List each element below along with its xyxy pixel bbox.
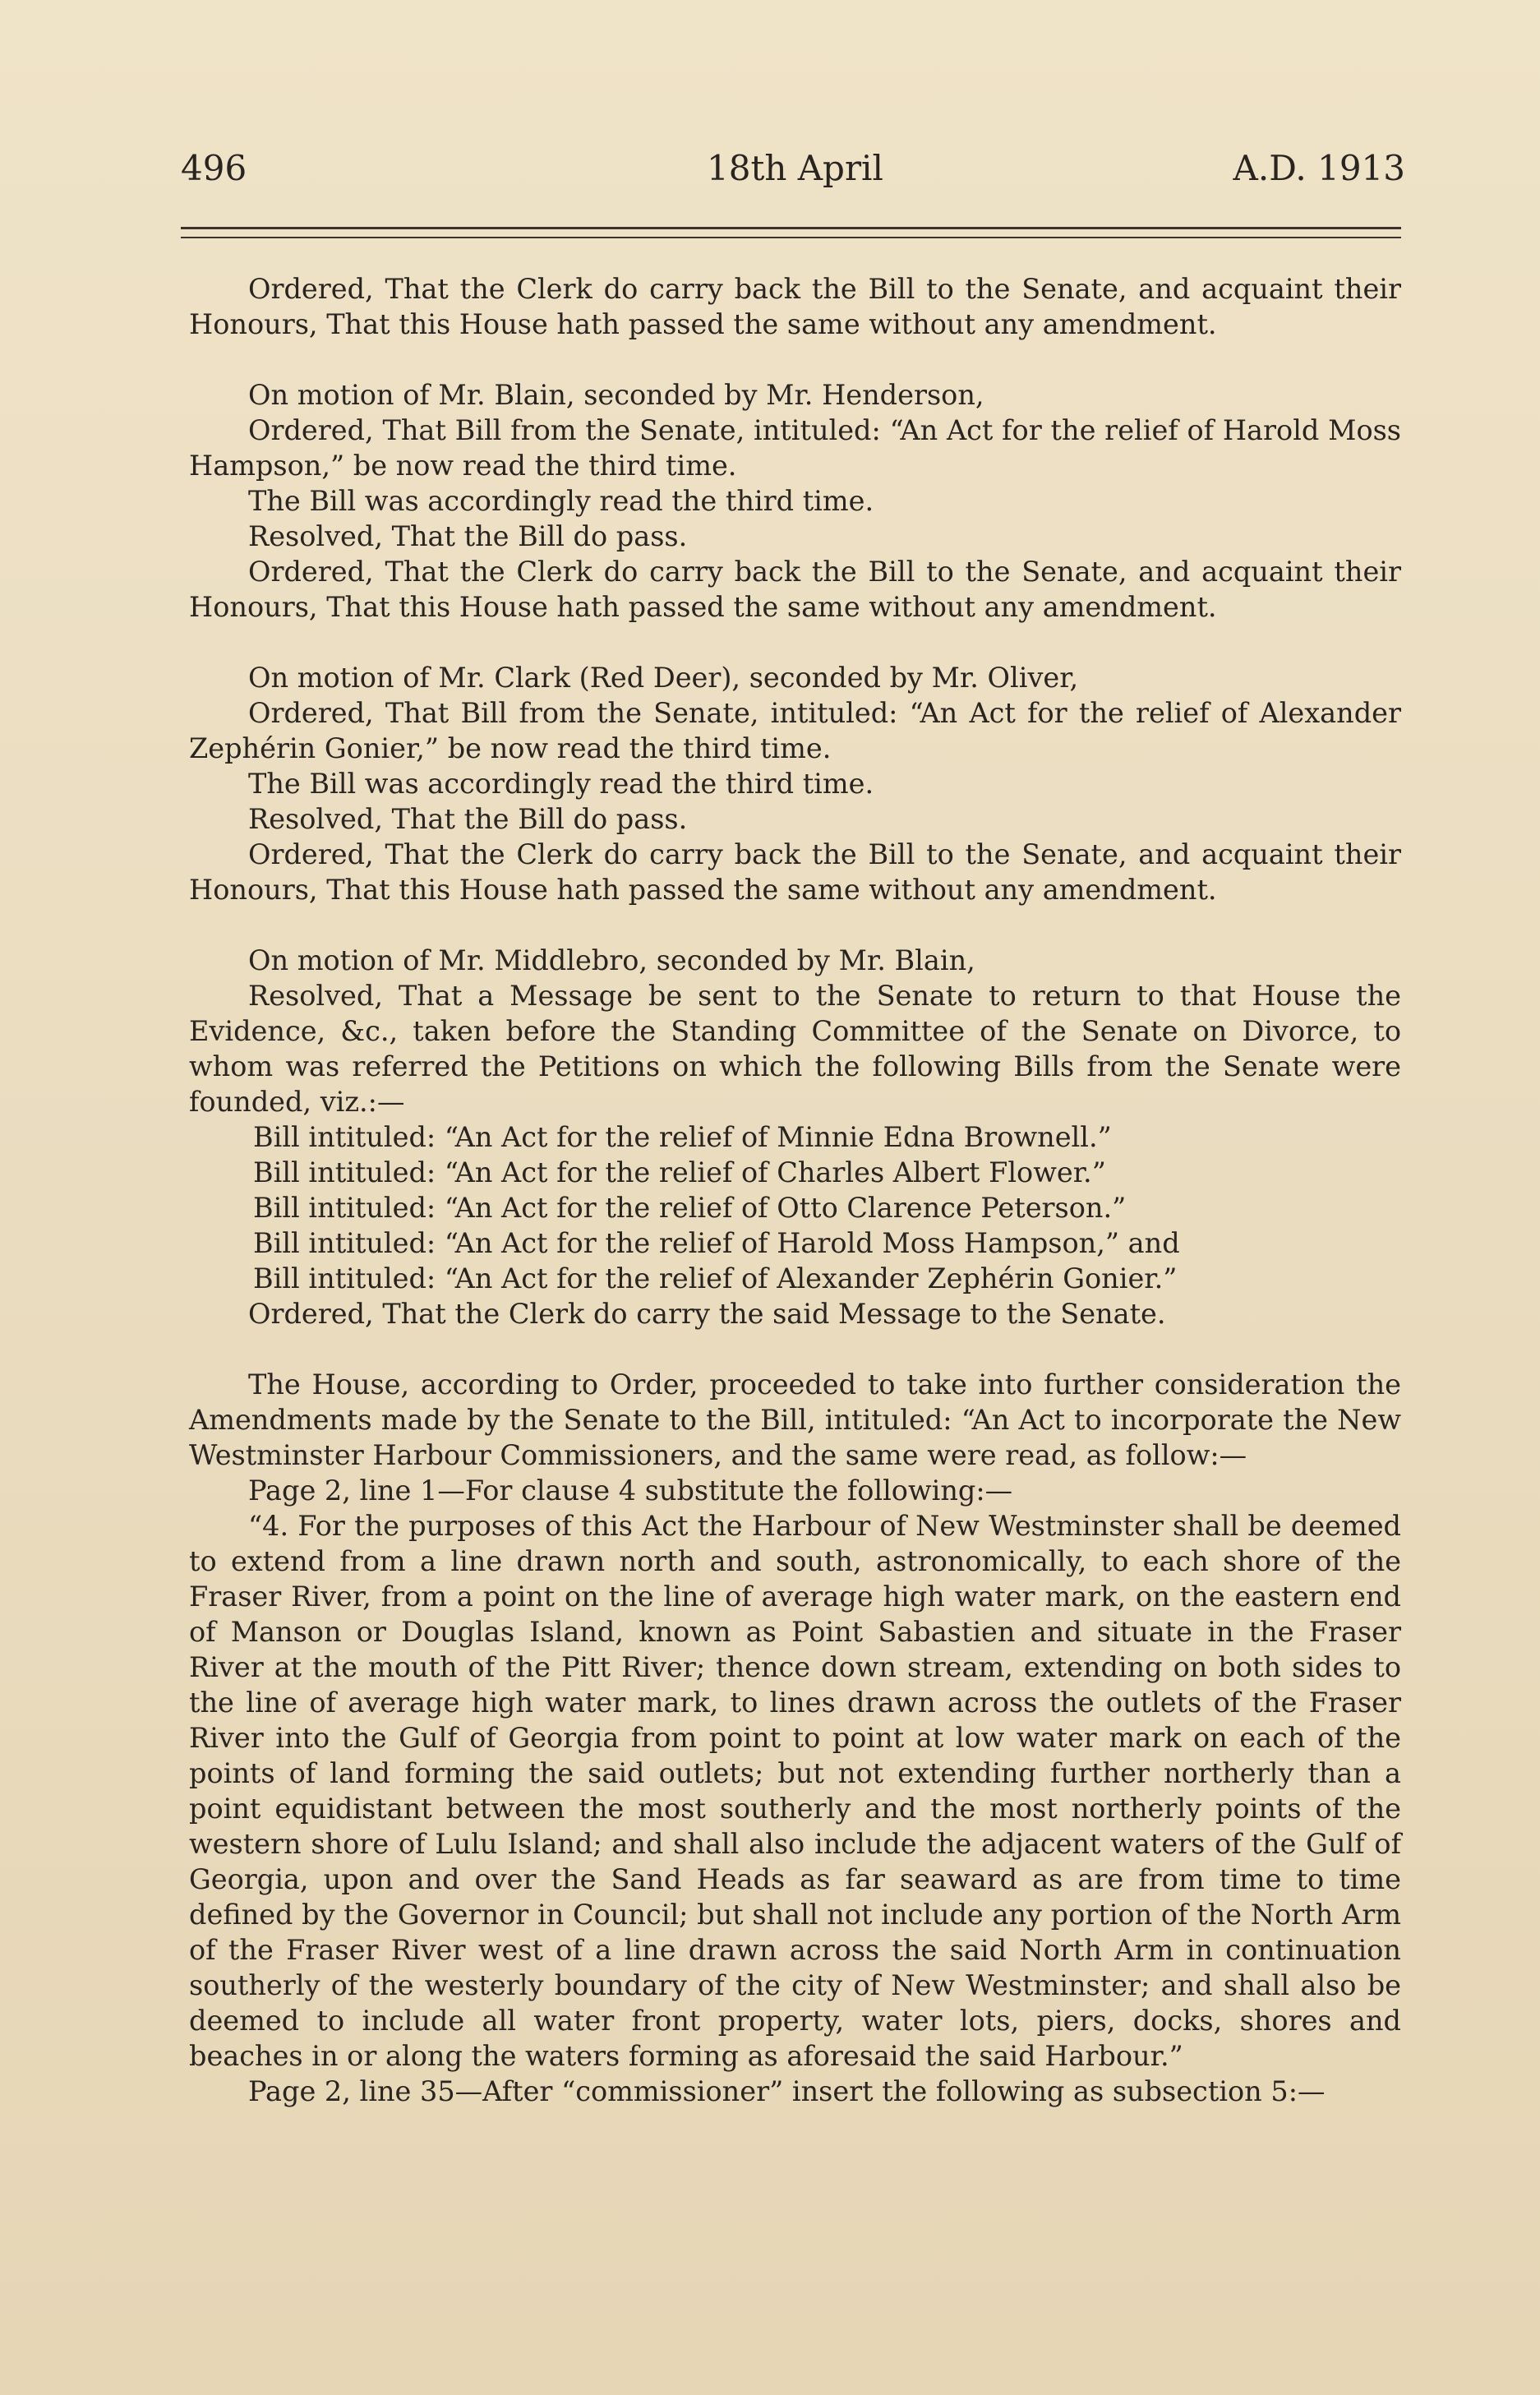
body-paragraph: Page 2, line 35—After “commissioner” insert the following as subsection 5:— <box>248 2075 1326 2107</box>
body-paragraph: On motion of Mr. Blain, seconded by Mr. Henderson, <box>248 379 984 411</box>
bill-list-item: Bill intituled: “An Act for the relief of Otto Clarence Peterson.” <box>253 1192 1127 1224</box>
body-paragraph: On motion of Mr. Middlebro, seconded by Mr. Blain, <box>248 944 975 976</box>
body-paragraph: Ordered, That the Clerk do carry the said Message to the Senate. <box>248 1298 1166 1330</box>
bill-list-item: Bill intituled: “An Act for the relief of Minnie Edna Brownell.” <box>253 1121 1112 1153</box>
body-paragraph: Resolved, That a Message be sent to the Senate to return to that House the Evidence, &c., taken before the Standing Committee of the Senate on Divorce, to whom was referred the Petitions on which the following Bills from the Senate were founded, viz.:— <box>189 980 1401 1118</box>
body-paragraph: Ordered, That Bill from the Senate, intituled: “An Act for the relief of Harold Moss Hampson,” be now read the third time. <box>189 414 1401 482</box>
body-paragraph: The Bill was accordingly read the third time. <box>248 768 874 800</box>
body-paragraph: “4. For the purposes of this Act the Harbour of New Westminster shall be deemed to extend from a line drawn north and south, astronomically, to each shore of the Fraser River, from a point on the line of average high water mark, on the eastern end of Manson or Douglas Island, known as Point Sabastien and situate in the Fraser River at the mouth of the Pitt River; thence down stream, extending on both sides to the line of average high water mark, to lines drawn across the outlets of the Fraser River into the Gulf of Georgia from point to point at low water mark on each of the points of land forming the said outlets; but not extending further northerly than a point equidistant between the most southerly and the most northerly points of the western shore of Lulu Island; and shall also include the adjacent waters of the Gulf of Georgia, upon and over the Sand Heads as far seaward as are from time to time defined by the Governor in Council; but shall not include any portion of the North Arm of the Fraser River west of a line drawn across the said North Arm in continuation southerly of the westerly boundary of the city of New Westminster; and shall also be deemed to include all water front property, water lots, piers, docks, shores and beaches in or along the waters forming as aforesaid the said Harbour.” <box>189 1510 1401 2072</box>
body-paragraph: The Bill was accordingly read the third time. <box>248 485 874 517</box>
body-paragraph: The House, according to Order, proceeded to take into further consideration the Amendments made by the Senate to the Bill, intituled: “An Act to incorporate the New Westminster Harbour Commissioners, and the same were read, as follow:— <box>189 1368 1401 1471</box>
header-rule-top <box>181 227 1401 229</box>
body-paragraph: Ordered, That the Clerk do carry back the Bill to the Senate, and acquaint their Honours, That this House hath passed the same without any amendment. <box>189 273 1401 340</box>
header-rule-bottom <box>181 237 1401 238</box>
bill-list-item: Bill intituled: “An Act for the relief of Charles Albert Flower.” <box>253 1156 1106 1188</box>
body-paragraph: Ordered, That Bill from the Senate, intituled: “An Act for the relief of Alexander Zephérin Gonier,” be now read the third time. <box>189 697 1401 764</box>
page-number: 496 <box>181 148 247 188</box>
page-body <box>189 271 1401 2109</box>
page-year: A.D. 1913 <box>1233 148 1405 188</box>
bill-list-item: Bill intituled: “An Act for the relief of Harold Moss Hampson,” and <box>253 1227 1180 1259</box>
body-paragraph: Page 2, line 1—For clause 4 substitute the following:— <box>248 1474 1013 1507</box>
body-paragraph: Ordered, That the Clerk do carry back the Bill to the Senate, and acquaint their Honours, That this House hath passed the same without any amendment. <box>189 556 1401 623</box>
body-paragraph: Ordered, That the Clerk do carry back the Bill to the Senate, and acquaint their Honours, That this House hath passed the same without any amendment. <box>189 838 1401 906</box>
page-header <box>181 148 1405 197</box>
page-date: 18th April <box>707 148 883 188</box>
body-paragraph: On motion of Mr. Clark (Red Deer), seconded by Mr. Oliver, <box>248 662 1079 694</box>
bill-list-item: Bill intituled: “An Act for the relief of Alexander Zephérin Gonier.” <box>253 1262 1178 1294</box>
body-paragraph: Resolved, That the Bill do pass. <box>248 803 688 835</box>
body-paragraph: Resolved, That the Bill do pass. <box>248 520 688 552</box>
